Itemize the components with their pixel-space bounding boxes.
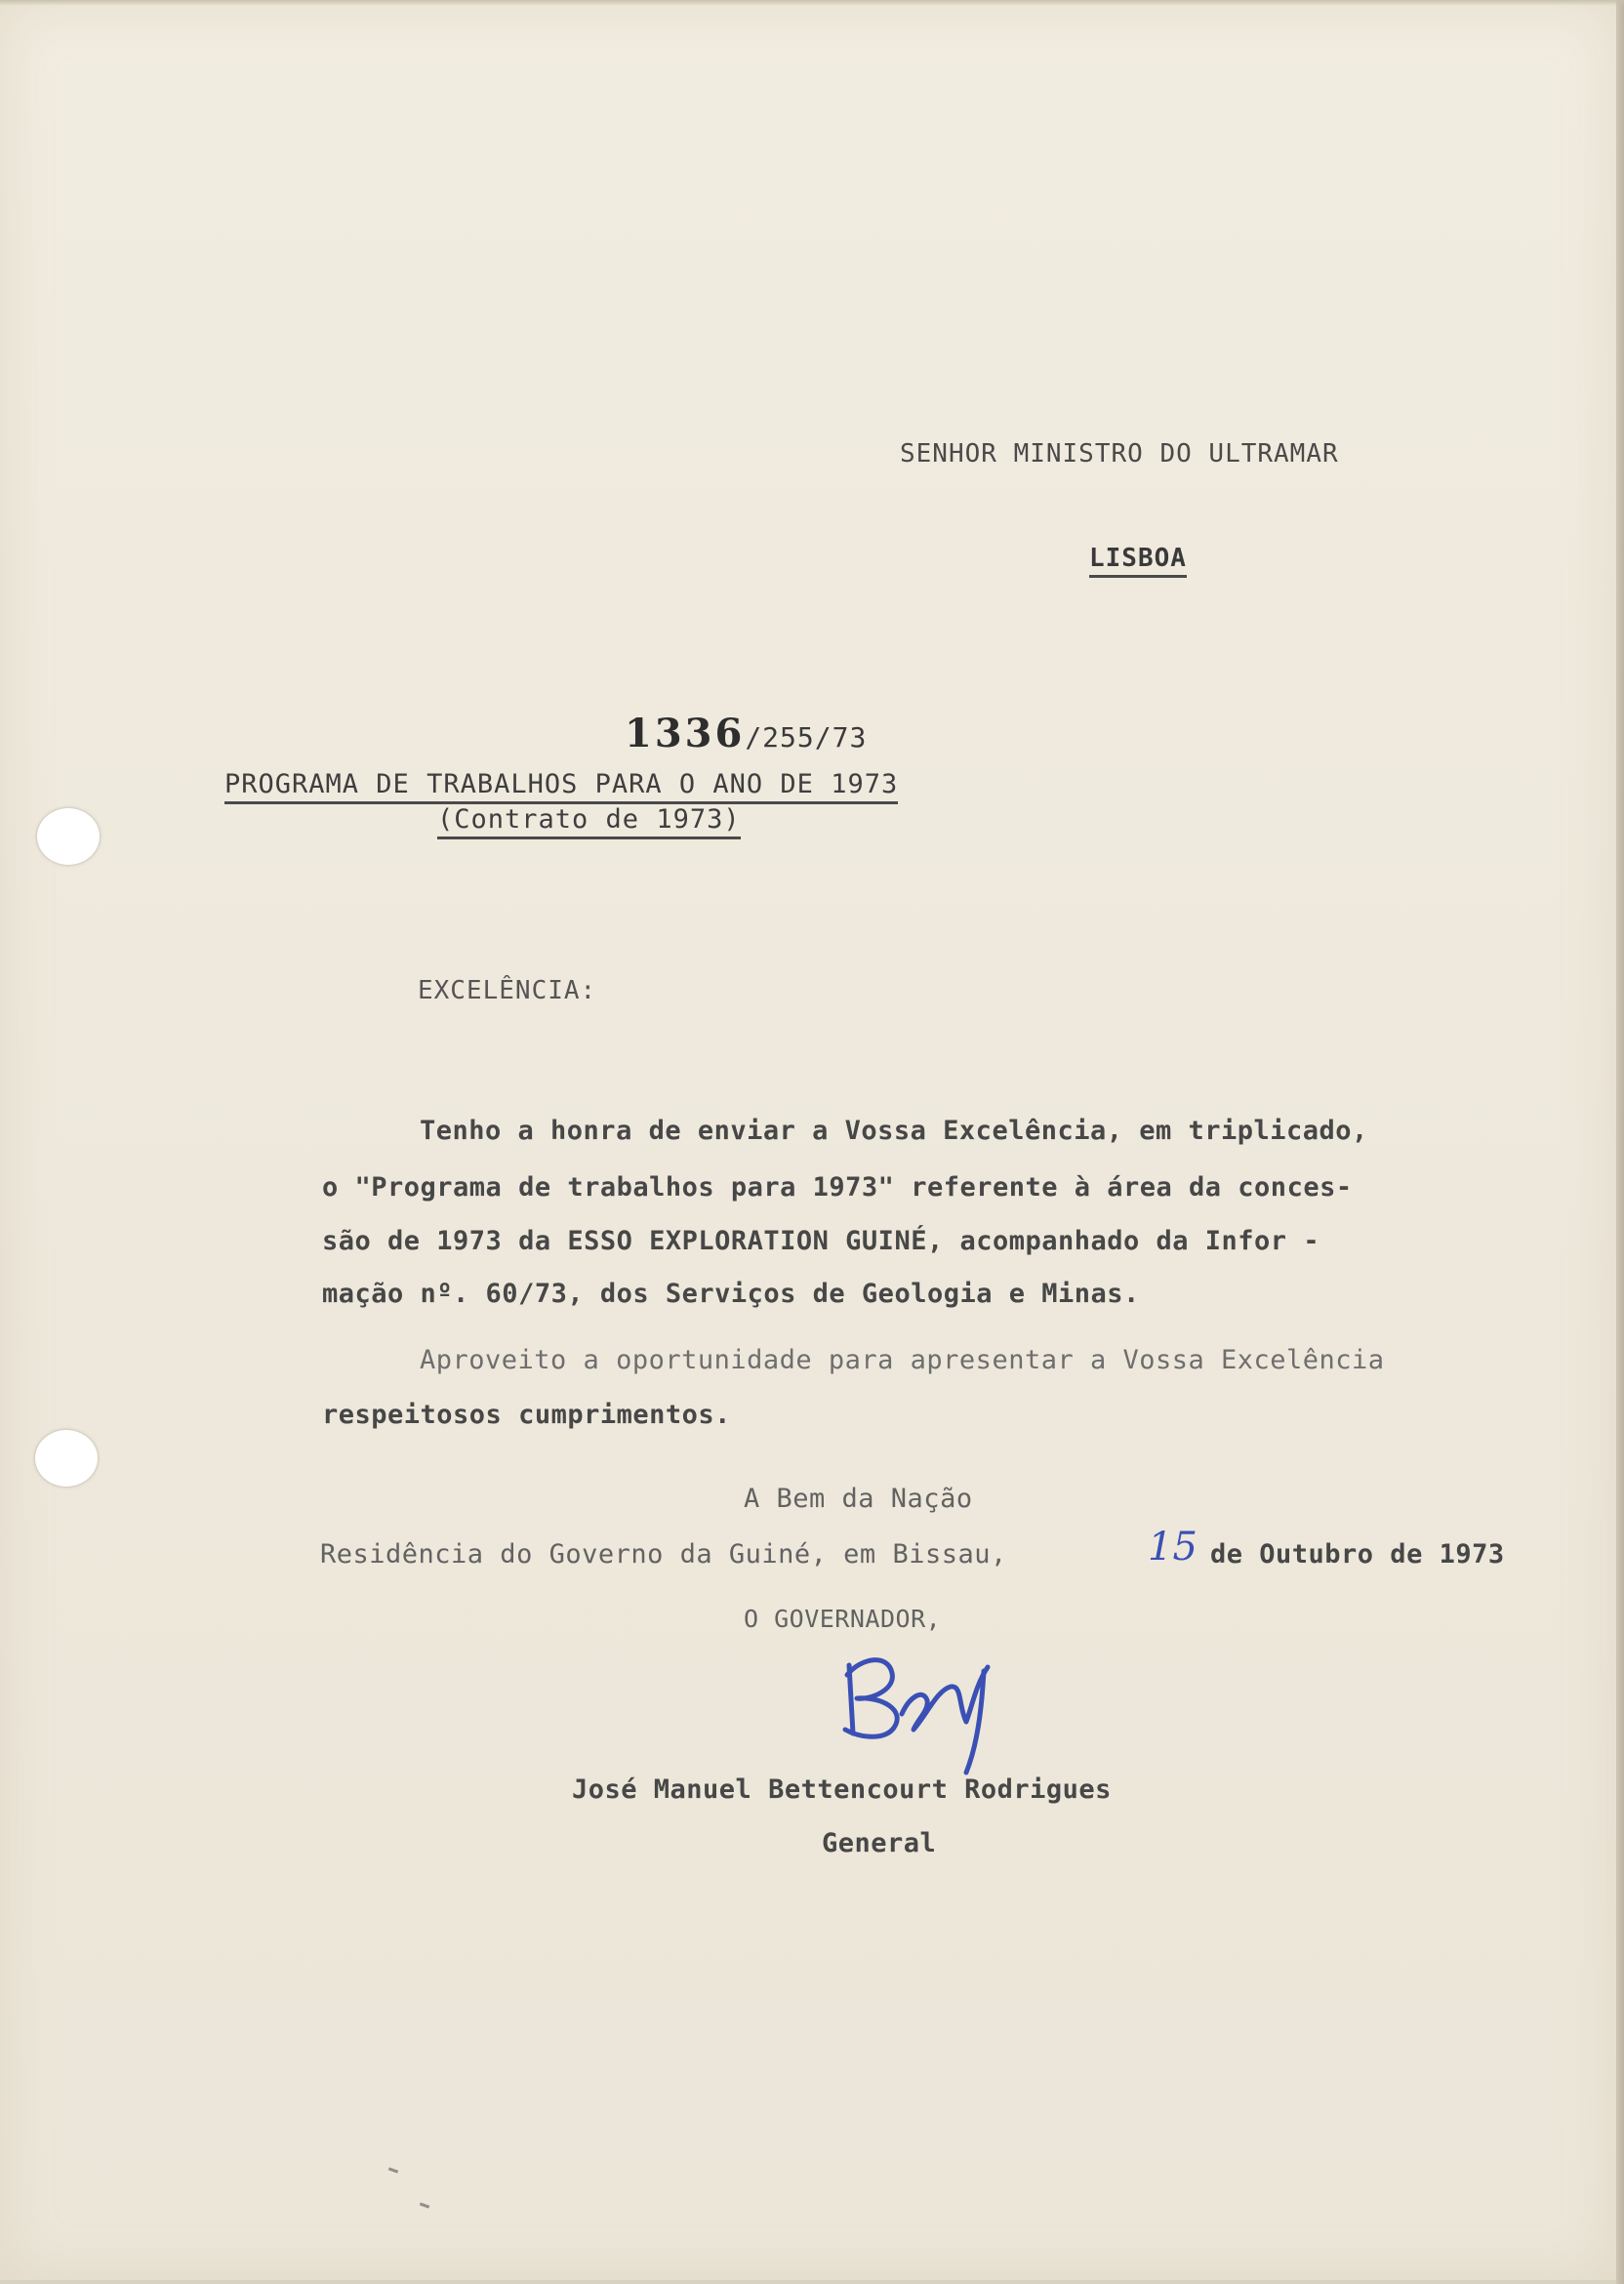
reference-number-main: 1336 — [625, 711, 746, 756]
closing-date: de Outubro de 1973 — [1210, 1539, 1505, 1570]
paper-edge-top — [0, 0, 1624, 6]
reference-number-suffix: /255/73 — [745, 721, 868, 754]
signatory-name: José Manuel Bettencourt Rodrigues — [572, 1774, 1112, 1805]
body-line: respeitosos cumprimentos. — [322, 1400, 731, 1430]
punch-hole — [35, 1430, 98, 1487]
closing-place: Residência do Governo da Guiné, em Bissau, — [320, 1539, 1007, 1570]
subject-title — [224, 769, 898, 799]
subject-subtitle-text: (Contrato de 1973) — [437, 804, 741, 839]
handwritten-day: 15 — [1148, 1525, 1198, 1570]
punch-hole — [37, 808, 100, 865]
governor-title: O GOVERNADOR, — [744, 1605, 942, 1633]
body-line: Tenho a honra de enviar a Vossa Excelência, em triplicado, — [420, 1116, 1368, 1146]
addressee-line: SENHOR MINISTRO DO ULTRAMAR — [900, 439, 1339, 469]
signatory-rank: General — [822, 1828, 937, 1858]
closing-place-date — [320, 1539, 1007, 1570]
closing-motto: A Bem da Nação — [744, 1484, 973, 1514]
body-line: mação nº. 60/73, dos Serviços de Geologia e Minas. — [322, 1279, 1140, 1309]
signature-mark — [820, 1628, 1005, 1794]
paper-edge — [1616, 0, 1624, 2284]
addressee-city — [1089, 544, 1187, 573]
salutation: EXCELÊNCIA: — [418, 976, 597, 1005]
body-line: são de 1973 da ESSO EXPLORATION GUINÉ, acompanhado da Infor - — [322, 1226, 1320, 1256]
addressee-city-text: LISBOA — [1089, 544, 1187, 578]
reference-number — [625, 711, 867, 756]
subject-title-text: PROGRAMA DE TRABALHOS PARA O ANO DE 1973 — [224, 769, 898, 804]
body-line: o "Programa de trabalhos para 1973" referente à área da conces- — [322, 1172, 1353, 1203]
subject-subtitle — [437, 804, 741, 835]
body-line: Aproveito a oportunidade para apresentar a Vossa Excelência — [420, 1345, 1385, 1375]
